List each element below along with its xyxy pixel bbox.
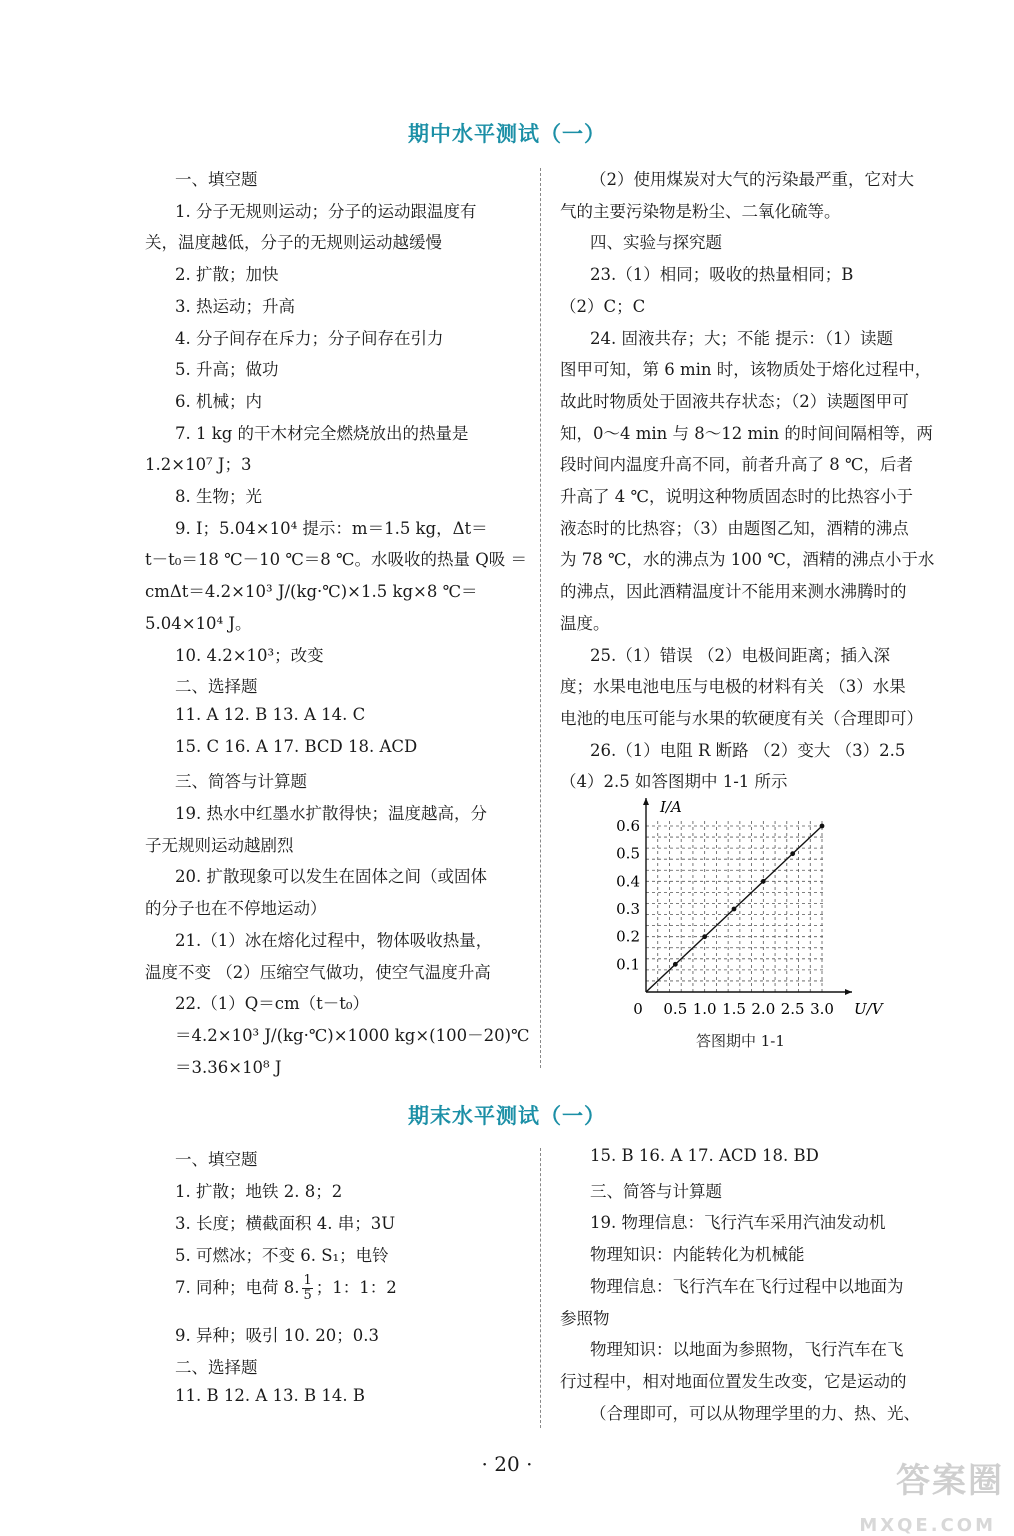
final-answer-7-text: 7. 同种；电荷 8. <box>175 1278 300 1297</box>
midterm-right-line: 温度。 <box>560 613 610 633</box>
midterm-left-line: 2. 扩散；加快 <box>175 265 279 285</box>
midterm-right-line: （4）2.5 如答图期中 1-1 所示 <box>560 772 788 792</box>
midterm-left-line: 6. 机械；内 <box>175 391 262 411</box>
final-right-line: 物理知识：内能转化为机械能 <box>590 1245 805 1265</box>
midterm-left-line: 5.04×10⁴ J。 <box>145 613 252 633</box>
midterm-left-line: 1. 分子无规则运动；分子的运动跟温度有 <box>175 201 477 221</box>
x-tick-label: 0.5 <box>663 1000 688 1018</box>
final-right-line: 参照物 <box>560 1308 610 1328</box>
final-right-line: 物理信息：飞行汽车在飞行过程中以地面为 <box>590 1276 904 1296</box>
midterm-left-line: 15. C 16. A 17. BCD 18. ACD <box>175 736 418 756</box>
midterm-left-line: 22.（1）Q＝cm（t－t₀） <box>175 994 370 1014</box>
midterm-left-line: ＝3.36×10⁸ J <box>175 1057 282 1077</box>
midterm-left-line: 一、填空题 <box>175 170 258 189</box>
midterm-right-line: 度；水果电池电压与电极的材料有关 （3）水果 <box>560 677 906 697</box>
midterm-right-line: 为 78 ℃，水的沸点为 100 ℃，酒精的沸点小于水 <box>560 550 935 570</box>
column-divider-2 <box>540 1148 541 1428</box>
final-answer-8-text: ；1：1：2 <box>315 1278 397 1297</box>
midterm-right-line: 知，0～4 min 与 8～12 min 的时间间隔相等，两 <box>560 423 933 443</box>
midterm-left-line: 5. 升高；做功 <box>175 360 279 380</box>
midterm-left-line: 关，温度越低，分子的无规则运动越缓慢 <box>145 233 442 253</box>
y-axis-arrow <box>643 798 649 805</box>
data-point <box>732 907 737 912</box>
midterm-right-line: 电池的电压可能与水果的软硬度有关（合理即可） <box>560 708 923 728</box>
final-right-line: 三、简答与计算题 <box>590 1181 722 1201</box>
midterm-left-line: 21.（1）冰在熔化过程中，物体吸收热量， <box>175 930 493 950</box>
midterm-left-line: 二、选择题 <box>175 677 258 697</box>
midterm-right-line: 25.（1）错误 （2）电极间距离；插入深 <box>590 645 890 665</box>
midterm-left-line: 11. A 12. B 13. A 14. C <box>175 704 366 724</box>
final-answer-7 <box>175 1274 397 1303</box>
midterm-left-line: 三、简答与计算题 <box>175 772 307 792</box>
midterm-left-line: 9. Ⅰ；5.04×10⁴ 提示：m＝1.5 kg，Δt＝ <box>175 518 488 538</box>
final-answer-9: 9. 异种；吸引 10. 20；0.3 <box>175 1326 379 1345</box>
final-answer-11: 11. B 12. A 13. B 14. B <box>175 1386 365 1405</box>
watermark-url: MXQE.COM <box>859 1515 996 1536</box>
midterm-left-line: 1.2×10⁷ J；3 <box>145 455 252 475</box>
watermark-logo: 答案圈 <box>896 1461 1004 1501</box>
midterm-left-line: 8. 生物；光 <box>175 487 262 506</box>
final-right-line: 15. B 16. A 17. ACD 18. BD <box>590 1146 819 1165</box>
midterm-left-line: 温度不变 （2）压缩空气做功，使空气温度升高 <box>145 962 491 982</box>
final-right-line: 19. 物理信息：飞行汽车采用汽油发动机 <box>590 1213 886 1233</box>
x-tick-label: 3.0 <box>810 1000 834 1018</box>
midterm-right-line: 液态时的比热容；（3）由题图乙知，酒精的沸点 <box>560 518 909 538</box>
final-answer-5: 5. 可燃冰；不变 6. S₁；电铃 <box>175 1246 389 1265</box>
midterm-right-line: 四、实验与探究题 <box>590 233 722 253</box>
midterm-left-line: 的分子也在不停地运动） <box>145 899 327 919</box>
final-right-line: 行过程中，相对地面位置发生改变，它是运动的 <box>560 1371 907 1391</box>
midterm-right-line: （2）使用煤炭对大气的污染最严重，它对大 <box>590 170 914 189</box>
final-answer-3: 3. 长度；横截面积 4. 串；3U <box>175 1214 396 1233</box>
final-heading-fill: 一、填空题 <box>175 1150 258 1169</box>
midterm-left-line: 10. 4.2×10³；改变 <box>175 645 324 665</box>
y-tick-label: 0.3 <box>616 900 640 918</box>
column-divider <box>540 168 541 1068</box>
x-tick-label: 2.5 <box>780 1000 805 1018</box>
y-tick-label: 0.4 <box>616 872 640 891</box>
midterm-left-line: 子无规则运动越剧烈 <box>145 835 294 855</box>
x-axis-arrow <box>845 989 852 995</box>
y-axis-label: I/A <box>660 798 682 816</box>
y-tick-label: 0.1 <box>616 955 640 974</box>
final-heading-choice: 二、选择题 <box>175 1358 258 1377</box>
x-tick-label: 1.0 <box>692 1000 717 1018</box>
midterm-right-line: 的沸点，因此酒精温度计不能用来测水沸腾时的 <box>560 582 907 602</box>
midterm-left-line: ＝4.2×10³ J/(kg·℃)×1000 kg×(100－20)℃ <box>175 1025 530 1045</box>
midterm-right-line: （2）C；C <box>560 296 646 316</box>
midterm-right-line: 气的主要污染物是粉尘、二氧化硫等。 <box>560 201 841 221</box>
midterm-right-line: 23.（1）相同；吸收的热量相同；B <box>590 265 854 285</box>
final-right-line: （合理即可，可以从物理学里的力、热、光、 <box>590 1403 920 1423</box>
x-axis-label: U/V <box>854 1000 883 1018</box>
fraction-denominator: 5 <box>303 1288 312 1303</box>
midterm-right-line: 故此时物质处于固液共存状态；（2）读题图甲可 <box>560 391 909 411</box>
section-title-final: 期末水平测试（一） <box>408 1104 606 1128</box>
data-point <box>790 851 795 856</box>
x-tick-label: 0 <box>633 1000 643 1018</box>
midterm-right-line: 升高了 4 ℃，说明这种物质固态时的比热容小于 <box>560 487 913 506</box>
final-answer-1: 1. 扩散；地铁 2. 8；2 <box>175 1182 343 1201</box>
midterm-left-line: 20. 扩散现象可以发生在固体之间（或固体 <box>175 867 487 887</box>
midterm-left-line: t－t₀＝18 ℃－10 ℃＝8 ℃。水吸收的热量 Q吸 ＝ <box>145 550 527 570</box>
fraction <box>302 1274 312 1303</box>
y-tick-label: 0.6 <box>616 817 640 835</box>
final-right-line: 物理知识：以地面为参照物，飞行汽车在飞 <box>590 1340 904 1360</box>
fraction-numerator: 1 <box>303 1273 312 1288</box>
section-title-midterm: 期中水平测试（一） <box>408 122 606 146</box>
data-point <box>702 934 707 939</box>
page-number: · 20 · <box>481 1452 533 1476</box>
data-point <box>673 962 678 967</box>
y-tick-label: 0.5 <box>616 844 640 863</box>
x-tick-label: 1.5 <box>722 1000 746 1018</box>
midterm-right-line: 26.（1）电阻 R 断路 （2）变大 （3）2.5 <box>590 740 906 760</box>
midterm-right-line: 24. 固液共存；大；不能 提示：（1）读题 <box>590 328 893 348</box>
midterm-left-line: cmΔt＝4.2×10³ J/(kg·℃)×1.5 kg×8 ℃＝ <box>145 582 478 602</box>
y-tick-label: 0.2 <box>616 927 640 946</box>
x-tick-label: 2.0 <box>751 1000 776 1018</box>
midterm-right-line: 图甲可知，第 6 min 时，该物质处于熔化过程中， <box>560 360 932 380</box>
chart-caption: 答图期中 1-1 <box>696 1032 785 1050</box>
midterm-left-line: 3. 热运动；升高 <box>175 296 295 316</box>
data-point <box>820 824 825 829</box>
midterm-left-line: 7. 1 kg 的干木材完全燃烧放出的热量是 <box>175 423 469 443</box>
iu-chart <box>600 796 890 1028</box>
midterm-left-line: 4. 分子间存在斥力；分子间存在引力 <box>175 328 444 348</box>
midterm-right-line: 段时间内温度升高不同，前者升高了 8 ℃，后者 <box>560 455 913 475</box>
data-point <box>761 879 766 884</box>
midterm-left-line: 19. 热水中红墨水扩散得快；温度越高，分 <box>175 804 487 823</box>
